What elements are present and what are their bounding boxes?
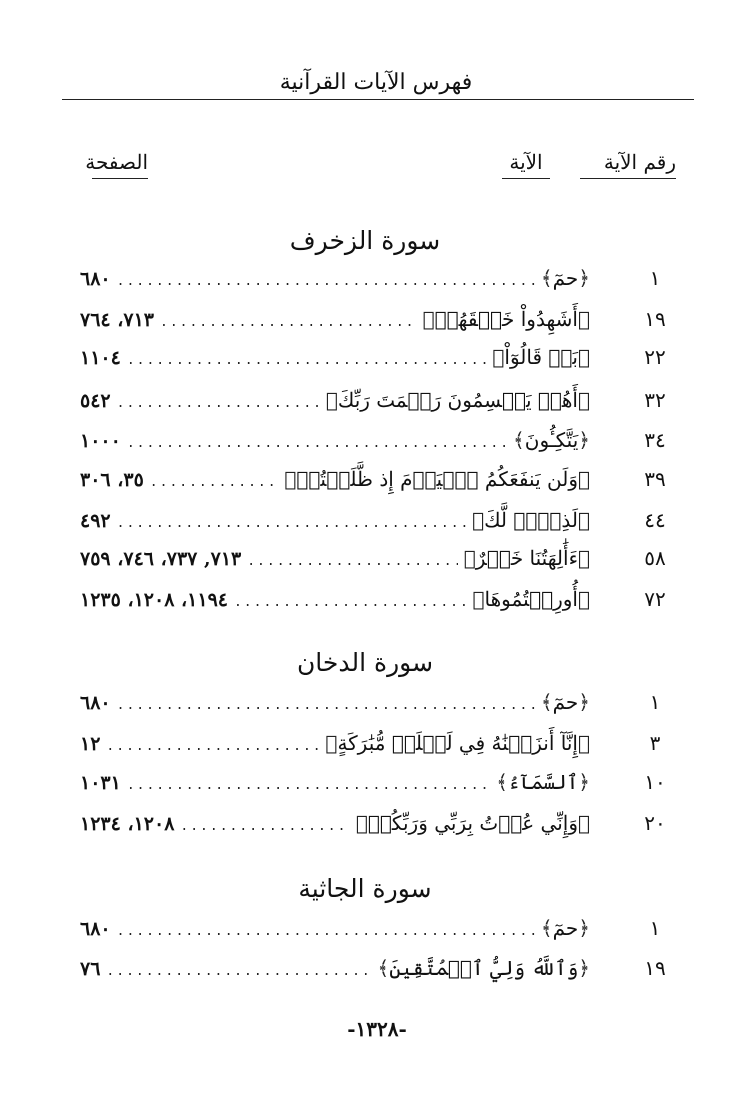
page-refs: ١٠٣١ (80, 772, 121, 794)
dot-leader (117, 698, 535, 713)
ayah-number: ٣٩ (644, 467, 666, 491)
page-refs: ١٠٠٠ (80, 430, 121, 452)
index-entry (80, 467, 680, 497)
page-refs: ١١٩٤، ١٢٠٨، ١٢٣٥ (80, 589, 228, 611)
dot-leader (117, 924, 535, 939)
surah-title: سورة الجاثية (298, 874, 432, 903)
surah-title: سورة الزخرف (289, 226, 441, 255)
ayah-text: ﴿حمٓ﴾ (540, 690, 590, 714)
ayah-number: ٣ (649, 731, 661, 755)
ayah-number: ٥٨ (644, 546, 666, 570)
ayah-number: ٣٢ (644, 388, 666, 412)
page-refs: ٤٩٢ (80, 510, 111, 532)
column-heading-ayah-number: رقم الآية (580, 150, 676, 179)
page-number: -١٣٢٨- (347, 1017, 407, 1041)
dot-leader (234, 595, 467, 610)
ayah-text: ﴿أُورِثۡتُمُوهَا﴾ (472, 587, 590, 611)
ayah-text: ﴿وَإِنِّي عُذۡتُ بِرَبِّي وَرَبِّكُمۡ﴾ (355, 811, 590, 835)
page-refs: ٦٨٠ (80, 918, 111, 940)
page-refs: ٥٤٢ (80, 390, 111, 412)
page-refs: ١٢ (80, 733, 101, 755)
ayah-text: ﴿حمٓ﴾ (540, 266, 590, 290)
index-entry (80, 508, 680, 538)
ayah-number: ٢٠ (644, 811, 666, 835)
dot-leader (106, 739, 319, 754)
index-entry (80, 307, 680, 337)
ayah-text: ﴿أَهُمۡ يَقۡسِمُونَ رَحۡمَتَ رَبِّكَ﴾ (325, 388, 590, 412)
index-entry (80, 731, 680, 761)
index-entry (80, 587, 680, 617)
ayah-number: ١ (649, 690, 661, 714)
index-entry (80, 428, 680, 458)
ayah-number: ٣٤ (644, 428, 666, 452)
ayah-text: ﴿لَذِكۡرٞ لَّكَ﴾ (472, 508, 590, 532)
ayah-number: ١٩ (644, 956, 666, 980)
index-entry (80, 811, 680, 841)
ayah-number: ١٩ (644, 307, 666, 331)
ayah-text: ﴿بَلۡ قَالُوٓاْ﴾ (492, 345, 590, 369)
ayah-number: ١٠ (644, 770, 666, 794)
ayah-number: ١ (649, 266, 661, 290)
dot-leader (160, 315, 417, 330)
page-refs: ٦٨٠ (80, 692, 111, 714)
dot-leader (127, 353, 487, 368)
page-refs: ٧٦ (80, 958, 101, 980)
dot-leader (127, 778, 490, 793)
surah-title: سورة الدخان (296, 648, 434, 677)
index-entry (80, 690, 680, 720)
page-refs: ٧١٣، ٧٦٤ (80, 309, 154, 331)
column-heading-ayah: الآية (502, 150, 550, 179)
index-entry (80, 266, 680, 296)
index-entry (80, 916, 680, 946)
ayah-text: ﴿ٱلسَّمَآءُ﴾ (496, 770, 590, 794)
page-header-title: فهرس الآيات القرآنية (279, 70, 473, 95)
ayah-text: ﴿يَتَّكِـُٔونَ﴾ (513, 428, 590, 452)
index-entry (80, 546, 680, 576)
index-entry (80, 345, 680, 375)
index-entry (80, 956, 680, 986)
dot-leader (127, 436, 507, 451)
index-entry (80, 388, 680, 418)
dot-leader (117, 396, 320, 411)
page-refs: ٦٨٠ (80, 268, 111, 290)
dot-leader (180, 819, 350, 834)
dot-leader (106, 964, 371, 979)
page-refs: ١١٠٤ (80, 347, 121, 369)
page-refs: ٣٥، ٣٠٦ (80, 469, 144, 491)
dot-leader (150, 475, 279, 490)
ayah-text: ﴿حمٓ﴾ (540, 916, 590, 940)
ayah-text: ﴿وَٱللَّهُ وَلِيُّ ٱلۡمُتَّقِينَ﴾ (377, 956, 590, 980)
ayah-text: ﴿أَشَهِدُواْ خَلۡقَهُمۡ﴾ (422, 307, 590, 331)
dot-leader (117, 516, 466, 531)
ayah-number: ٢٢ (644, 345, 666, 369)
ayah-number: ١ (649, 916, 661, 940)
ayah-text: ﴿ءَأَٰلِهَتُنَا خَيۡرٌ﴾ (463, 546, 590, 570)
page-refs: ٧١٣, ٧٣٧، ٧٤٦، ٧٥٩ (80, 548, 242, 570)
page-refs: ١٢٠٨، ١٢٣٤ (80, 813, 175, 835)
dot-leader (247, 554, 458, 569)
ayah-number: ٧٢ (644, 587, 666, 611)
ayah-text: ﴿إِنَّآ أَنزَلۡنَٰهُ فِي لَيۡلَةٖ مُّبَٰرَكَةٍ﴾ (325, 731, 590, 755)
dot-leader (117, 274, 535, 289)
ayah-number: ٤٤ (644, 508, 666, 532)
column-heading-page: الصفحة (92, 150, 148, 179)
index-entry (80, 770, 680, 800)
header-rule (62, 99, 694, 100)
ayah-text: ﴿وَلَن يَنفَعَكُمُ ٱلۡيَوۡمَ إِذ ظَّلَمۡتُمۡ﴾ (284, 467, 590, 491)
